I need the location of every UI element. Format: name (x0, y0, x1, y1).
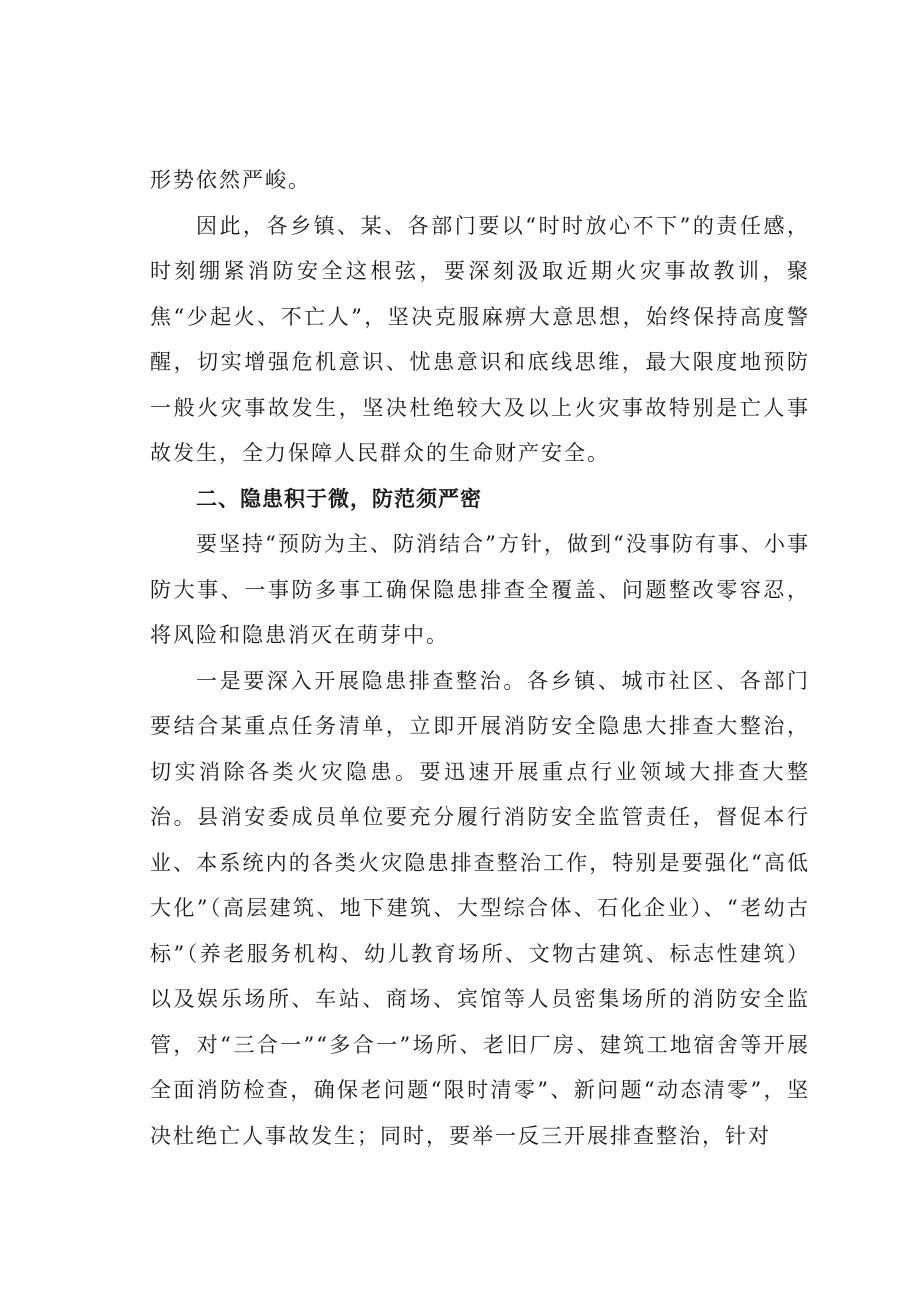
paragraph-3: 要坚持“预防为主、防消结合”方针，做到“没事防有事、小事防大事、一事防多事工确保隐患排查全覆盖、问题整改零容忍，将风险和隐患消灭在萌芽中。 (150, 532, 810, 647)
document-body (150, 158, 810, 1159)
paragraph-4: 一是要深入开展隐患排查整治。各乡镇、城市社区、各部门要结合某重点任务清单，立即开展消防安全隐患大排查大整治，切实消除各类火灾隐患。要迅速开展重点行业领域大排查大整治。县消安委成员单位要充分履行消防安全监管责任，督促本行业、本系统内的各类火灾隐患排查整治工作，特别是要强化“高低大化”（高层建筑、地下建筑、大型综合体、石化企业）、“老幼古标”（养老服务机构、幼儿教育场所、文物古建筑、标志性建筑）以及娱乐场所、车站、商场、宾馆等人员密集场所的消防安全监管，对“三合一”“多合一”场所、老旧厂房、建筑工地宿舍等开展全面消防检查，确保老问题“限时清零”、新问题“动态清零”，坚决杜绝亡人事故发生；同时，要举一反三开展排查整治，针对 (150, 668, 810, 1148)
paragraph-2: 因此，各乡镇、某、各部门要以“时时放心不下”的责任感，时刻绷紧消防安全这根弦，要深刻汲取近期火灾事故教训，聚焦“少起火、不亡人”，坚决克服麻痹大意思想，始终保持高度警醒，切实增强危机意识、忧患意识和底线思维，最大限度地预防一般火灾事故发生，坚决杜绝较大及以上火灾事故特别是亡人事故发生，全力保障人民群众的生命财产安全。 (150, 213, 810, 465)
section-heading: 二、隐患积于微，防范须严密 (196, 486, 482, 511)
paragraph-1: 形势依然严峻。 (150, 168, 311, 192)
